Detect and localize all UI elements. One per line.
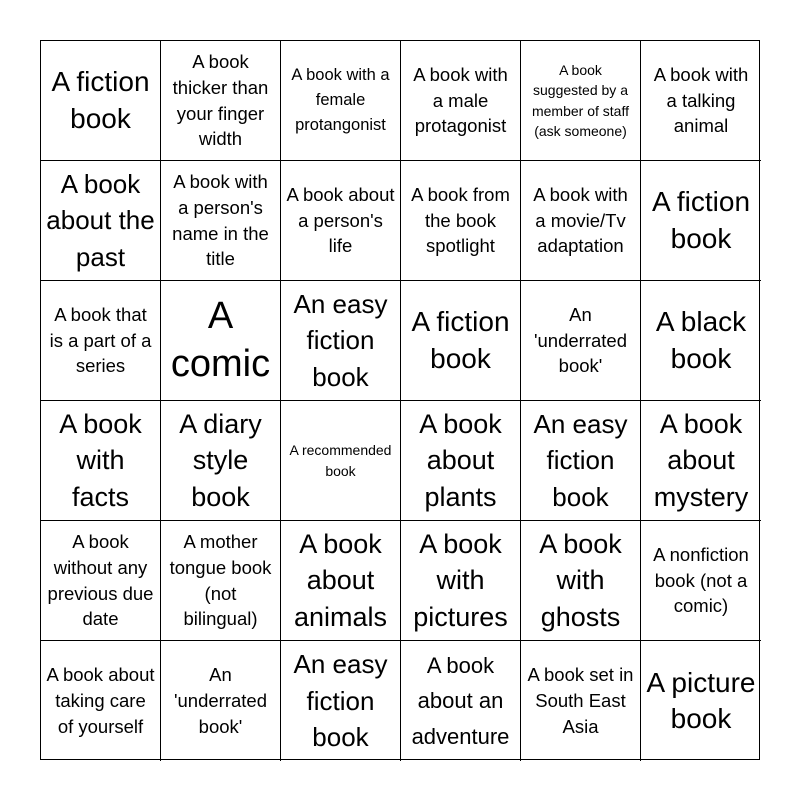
bingo-cell[interactable]: A book about taking care of yourself <box>41 641 161 761</box>
bingo-cell[interactable]: A book set in South East Asia <box>521 641 641 761</box>
bingo-cell[interactable]: A book without any previous due date <box>41 521 161 641</box>
bingo-cell[interactable]: An 'underrated book' <box>521 281 641 401</box>
bingo-cell[interactable]: A nonfiction book (not a comic) <box>641 521 761 641</box>
bingo-cell[interactable]: An easy fiction book <box>521 401 641 521</box>
bingo-cell[interactable]: A diary style book <box>161 401 281 521</box>
bingo-cell[interactable]: A fiction book <box>641 161 761 281</box>
bingo-cell[interactable]: A book with a female protangonist <box>281 41 401 161</box>
bingo-cell[interactable]: A book about animals <box>281 521 401 641</box>
bingo-cell[interactable]: A book with a talking animal <box>641 41 761 161</box>
bingo-cell[interactable]: An 'underrated book' <box>161 641 281 761</box>
bingo-cell[interactable]: A book about plants <box>401 401 521 521</box>
bingo-cell[interactable]: A book about mystery <box>641 401 761 521</box>
bingo-cell[interactable]: A recommended book <box>281 401 401 521</box>
bingo-cell[interactable]: A fiction book <box>401 281 521 401</box>
bingo-cell[interactable]: A book thicker than your finger width <box>161 41 281 161</box>
bingo-cell[interactable]: A mother tongue book (not bilingual) <box>161 521 281 641</box>
bingo-cell[interactable]: An easy fiction book <box>281 641 401 761</box>
bingo-cell[interactable]: A book about an adventure <box>401 641 521 761</box>
bingo-cell[interactable]: A book about a person's life <box>281 161 401 281</box>
bingo-cell[interactable]: A book from the book spotlight <box>401 161 521 281</box>
bingo-cell[interactable]: A book that is a part of a series <box>41 281 161 401</box>
bingo-cell[interactable]: A book with a movie/Tv adaptation <box>521 161 641 281</box>
bingo-cell[interactable]: A comic <box>161 281 281 401</box>
bingo-cell[interactable]: A picture book <box>646 666 756 734</box>
bingo-cell[interactable]: A book suggested by a member of staff (ask someone) <box>521 41 641 161</box>
bingo-cell[interactable]: A book with pictures <box>401 521 521 641</box>
bingo-cell[interactable]: An easy fiction book <box>281 281 401 401</box>
bingo-cell[interactable]: A book with a male protagonist <box>401 41 521 161</box>
bingo-cell[interactable]: A black book <box>641 281 761 401</box>
bingo-cell[interactable]: A book with a person's name in the title <box>161 161 281 281</box>
bingo-cell[interactable]: A book about the past <box>41 161 161 281</box>
bingo-cell[interactable]: A fiction book <box>41 41 161 161</box>
bingo-cell[interactable]: A book with facts <box>41 401 161 521</box>
bingo-cell[interactable]: A book with ghosts <box>521 521 641 641</box>
bingo-board <box>40 40 760 760</box>
